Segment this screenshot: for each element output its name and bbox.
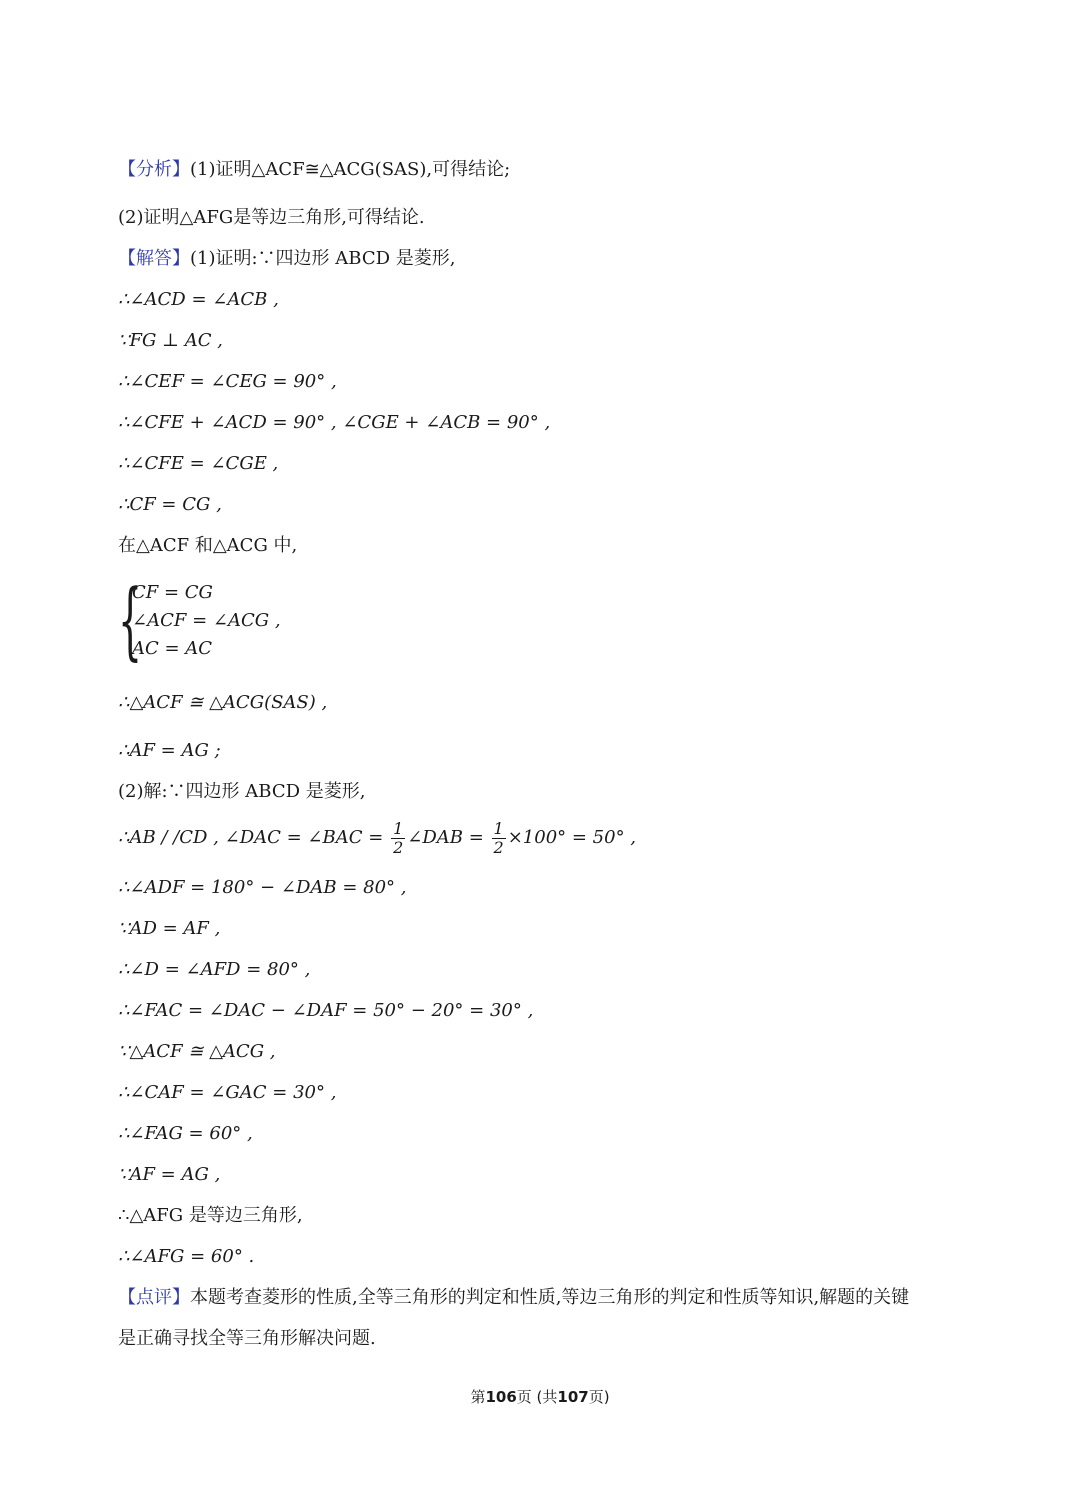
proof-line: ∴∠D = ∠AFD = 80° , <box>118 959 311 980</box>
fraction-line-mid: ∠DAB = <box>407 827 484 848</box>
proof-line: ∵△ACF ≅ △ACG , <box>118 1041 276 1062</box>
proof-line: ∴△ACF ≅ △ACG(SAS) , <box>118 692 328 713</box>
part2-intro: (2)解:∵四边形 ABCD 是菱形, <box>118 781 366 802</box>
proof-line: ∴△AFG 是等边三角形, <box>118 1205 303 1226</box>
footer-prefix: 第 <box>470 1388 486 1406</box>
proof-line: ∴∠ACD = ∠ACB , <box>118 289 279 310</box>
equation-system <box>118 571 338 669</box>
system-row: AC = AC <box>132 638 213 659</box>
fraction-half-1 <box>391 820 405 857</box>
fraction-half-2 <box>492 820 506 857</box>
fraction-numerator: 1 <box>393 818 404 838</box>
proof-line: ∵FG ⊥ AC , <box>118 330 223 351</box>
analysis-line-1 <box>118 157 510 183</box>
proof-line: ∴∠AFG = 60° . <box>118 1246 255 1267</box>
proof-line: ∴∠FAC = ∠DAC − ∠DAF = 50° − 20° = 30° , <box>118 1000 534 1021</box>
fraction-line <box>118 818 636 858</box>
proof-line: ∴AF = AG ; <box>118 740 221 761</box>
analysis-line-2: (2)证明△AFG是等边三角形,可得结论. <box>118 207 425 228</box>
proof-line: ∵AF = AG , <box>118 1164 221 1185</box>
page-total: 107 <box>557 1388 589 1406</box>
page-number: 106 <box>485 1388 517 1406</box>
analysis-tag: 【分析】 <box>118 159 190 180</box>
proof-line: ∵AD = AF , <box>118 918 221 939</box>
comment-text-1: 本题考查菱形的性质,全等三角形的判定和性质,等边三角形的判定和性质等知识,解题的关键 <box>190 1287 910 1308</box>
solution-intro <box>118 246 456 272</box>
footer-suffix: 页) <box>588 1388 610 1406</box>
comment-line-2: 是正确寻找全等三角形解决问题. <box>118 1328 376 1349</box>
comment-line-1 <box>118 1285 909 1311</box>
proof-line: ∴CF = CG , <box>118 494 222 515</box>
fraction-line-after: ×100° = 50° , <box>507 827 637 848</box>
proof-line: 在△ACF 和△ACG 中, <box>118 535 298 556</box>
footer-mid: 页 (共 <box>516 1388 558 1406</box>
proof-line: ∴∠CEF = ∠CEG = 90° , <box>118 371 337 392</box>
proof-line: ∴∠CAF = ∠GAC = 30° , <box>118 1082 337 1103</box>
fraction-denominator: 2 <box>393 837 404 857</box>
proof-line: ∴∠ADF = 180° − ∠DAB = 80° , <box>118 877 407 898</box>
solution-intro-text: (1)证明:∵四边形 ABCD 是菱形, <box>190 248 456 269</box>
fraction-numerator: 1 <box>493 818 504 838</box>
fraction-denominator: 2 <box>493 837 504 857</box>
analysis-text-1: (1)证明△ACF≅△ACG(SAS),可得结论; <box>190 159 511 180</box>
proof-line: ∴∠CFE + ∠ACD = 90° , ∠CGE + ∠ACB = 90° , <box>118 412 551 433</box>
system-row: CF = CG <box>132 582 213 603</box>
system-row: ∠ACF = ∠ACG , <box>132 610 281 631</box>
left-brace: { <box>118 571 143 669</box>
solution-tag: 【解答】 <box>118 248 190 269</box>
fraction-line-before: ∴AB / /CD , ∠DAC = ∠BAC = <box>118 827 384 848</box>
proof-line: ∴∠CFE = ∠CGE , <box>118 453 279 474</box>
comment-tag: 【点评】 <box>118 1287 190 1308</box>
proof-line: ∴∠FAG = 60° , <box>118 1123 253 1144</box>
page-footer <box>0 1386 1080 1407</box>
